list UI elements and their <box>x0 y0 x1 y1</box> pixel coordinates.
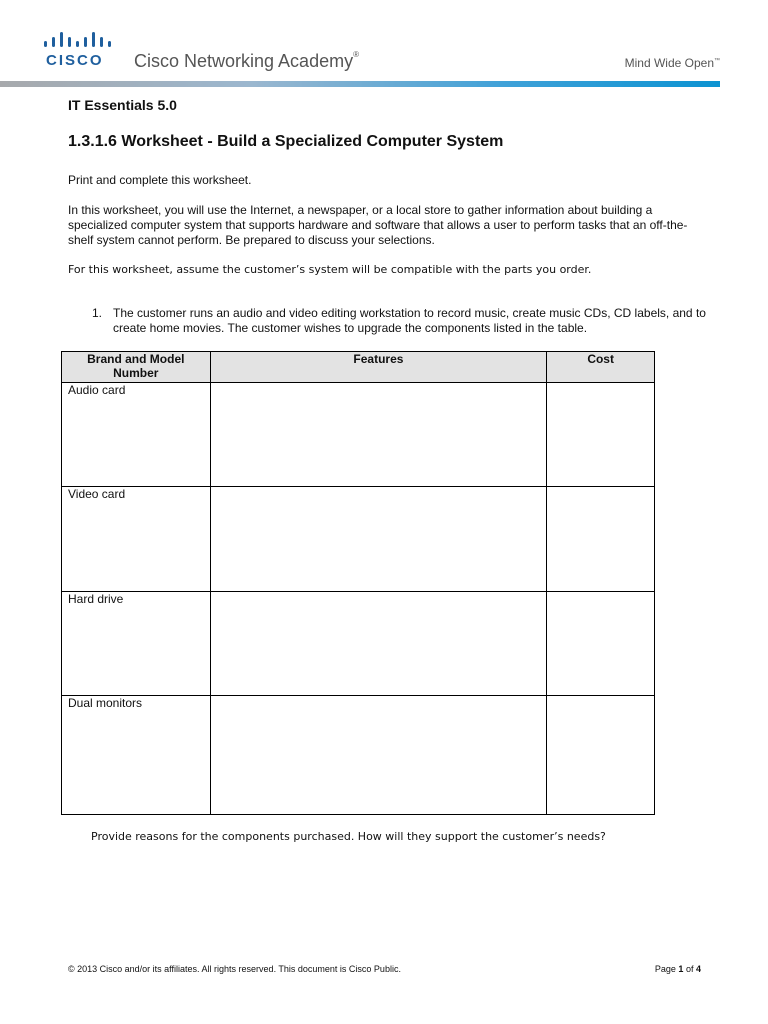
features-cell[interactable] <box>210 591 547 695</box>
header-features: Features <box>210 352 547 383</box>
registered-mark: ® <box>353 50 359 59</box>
table-row <box>62 591 655 695</box>
tagline <box>625 56 720 70</box>
page-header <box>0 0 768 90</box>
tagline-text: Mind Wide Open <box>624 56 714 70</box>
intro-paragraph-1: Print and complete this worksheet. <box>68 173 252 187</box>
features-cell[interactable] <box>210 383 547 487</box>
table-row <box>62 383 655 487</box>
cost-cell[interactable] <box>547 591 655 695</box>
footer-copyright: © 2013 Cisco and/or its affiliates. All rights reserved. This document is Cisco Public. <box>68 964 401 974</box>
academy-label: Cisco Networking Academy <box>134 51 354 71</box>
component-cell: Video card <box>62 487 211 591</box>
table-header-row <box>62 352 655 383</box>
header-cost: Cost <box>547 352 655 383</box>
components-table <box>61 351 655 815</box>
cisco-wordmark: CISCO <box>46 52 104 69</box>
page-title: 1.3.1.6 Worksheet - Build a Specialized Computer System <box>68 133 504 150</box>
trademark: ™ <box>714 58 720 64</box>
list-text: The customer runs an audio and video editing workstation to record music, create music CDs, CD labels, and to create home movies. The customer wishes to upgrade the components listed in the table. <box>113 306 706 335</box>
course-name: IT Essentials 5.0 <box>68 97 177 113</box>
academy-name <box>134 51 359 72</box>
component-cell: Audio card <box>62 383 211 487</box>
cost-cell[interactable] <box>547 696 655 815</box>
cisco-bridge-icon <box>44 30 116 50</box>
header-brand-model: Brand and Model Number <box>62 352 211 383</box>
reasons-question: Provide reasons for the components purchased. How will they support the customer’s needs? <box>91 830 606 843</box>
component-cell: Dual monitors <box>62 696 211 815</box>
table-row <box>62 696 655 815</box>
page-total: 4 <box>695 964 701 974</box>
features-cell[interactable] <box>210 696 547 815</box>
intro-paragraph-3: For this worksheet, assume the customer’s system will be compatible with the parts you order. <box>68 263 592 276</box>
intro-paragraph-2: In this worksheet, you will use the Internet, a newspaper, or a local store to gather information about building a specialized computer system that supports hardware and software that allows a user to perform tasks that an off-the-shelf system cannot perform. Be prepared to discuss your selections. <box>68 203 688 247</box>
cost-cell[interactable] <box>547 487 655 591</box>
page-word: Page <box>654 964 676 974</box>
of-word: of <box>685 964 694 974</box>
cost-cell[interactable] <box>547 383 655 487</box>
features-cell[interactable] <box>210 487 547 591</box>
header-divider-bar <box>0 81 720 87</box>
page-number <box>655 964 701 974</box>
component-cell: Hard drive <box>62 591 211 695</box>
list-number: 1. <box>92 306 103 320</box>
table-row <box>62 487 655 591</box>
page-current: 1 <box>678 964 684 974</box>
cisco-logo <box>44 30 116 70</box>
